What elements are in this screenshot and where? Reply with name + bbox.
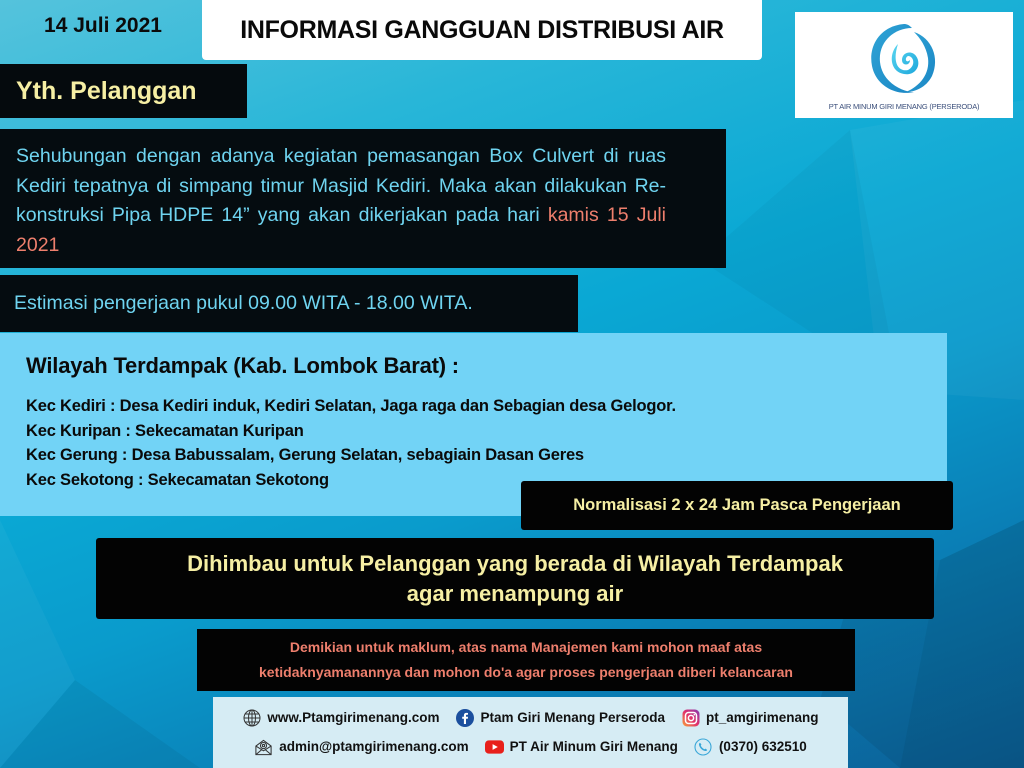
appeal-notice [96,538,934,619]
apology-notice [197,629,855,691]
logo-caption: PT AIR MINUM GIRI MENANG (PERSERODA) [828,102,980,111]
contact-phone[interactable] [694,737,807,756]
page-title: INFORMASI GANGGUAN DISTRIBUSI AIR [202,0,762,60]
date-label: 14 Juli 2021 [44,14,162,37]
contact-facebook[interactable] [455,708,665,727]
phone-number[interactable]: (0370) 632510 [718,739,807,754]
contact-instagram[interactable] [681,708,819,727]
info-paragraph [0,129,726,268]
facebook-icon [455,708,474,727]
instagram-link[interactable]: pt_amgirimenang [706,710,819,725]
work-date-highlight: kamis 15 Juli 2021 [16,204,666,256]
contact-email[interactable] [254,737,468,756]
company-logo [795,12,1013,118]
youtube-icon [485,737,504,756]
contact-youtube[interactable] [485,737,678,756]
contact-row-2 [213,732,848,761]
contact-row-1 [213,703,848,732]
affected-area-title: Wilayah Terdampak (Kab. Lombok Barat) : [26,353,459,378]
appeal-line-2: agar menampung air [406,580,624,606]
contact-footer [213,697,848,768]
appeal-line-1: Dihimbau untuk Pelanggan yang berada di Wilayah Terdampak [187,550,843,576]
instagram-icon [681,708,700,727]
affected-area-line: Kec Gerung : Desa Babussalam, Gerung Selatan, sebagiain Dasan Geres [26,446,584,464]
normalization-notice: Normalisasi 2 x 24 Jam Pasca Pengerjaan [521,481,953,530]
apology-line-2: ketidaknyamanannya dan mohon do'a agar proses pengerjaan diberi kelancaran [259,664,793,680]
work-time-estimate: Estimasi pengerjaan pukul 09.00 WITA - 18.00 WITA. [0,275,578,332]
info-text: Sehubungan dengan adanya kegiatan pemasangan Box Culvert di ruas Kediri tepatnya di simpang timur Masjid Kediri. Maka akan dilakukan Re-konstruksi Pipa HDPE 14” yang akan dikerjakan pada hari [16,145,666,226]
website-link[interactable]: www.Ptamgirimenang.com [267,710,440,725]
youtube-link[interactable]: PT Air Minum Giri Menang [509,739,678,754]
apology-line-1: Demikian untuk maklum, atas nama Manajemen kami mohon maaf atas [289,639,763,655]
email-link[interactable]: admin@ptamgirimenang.com [279,739,469,754]
affected-area-line: Kec Sekotong : Sekecamatan Sekotong [26,470,329,489]
facebook-link[interactable]: Ptam Giri Menang Perseroda [480,710,666,725]
greeting: Yth. Pelanggan [0,64,247,118]
email-icon [254,737,273,756]
water-swirl-logo-icon [864,20,944,98]
globe-icon [242,708,261,727]
affected-area-line: Kec Kuripan : Sekecamatan Kuripan [26,421,304,440]
phone-icon [694,737,713,756]
affected-area-line: Kec Kediri : Desa Kediri induk, Kediri Selatan, Jaga raga dan Sebagian desa Gelogor. [26,397,676,415]
contact-website[interactable] [242,708,439,727]
